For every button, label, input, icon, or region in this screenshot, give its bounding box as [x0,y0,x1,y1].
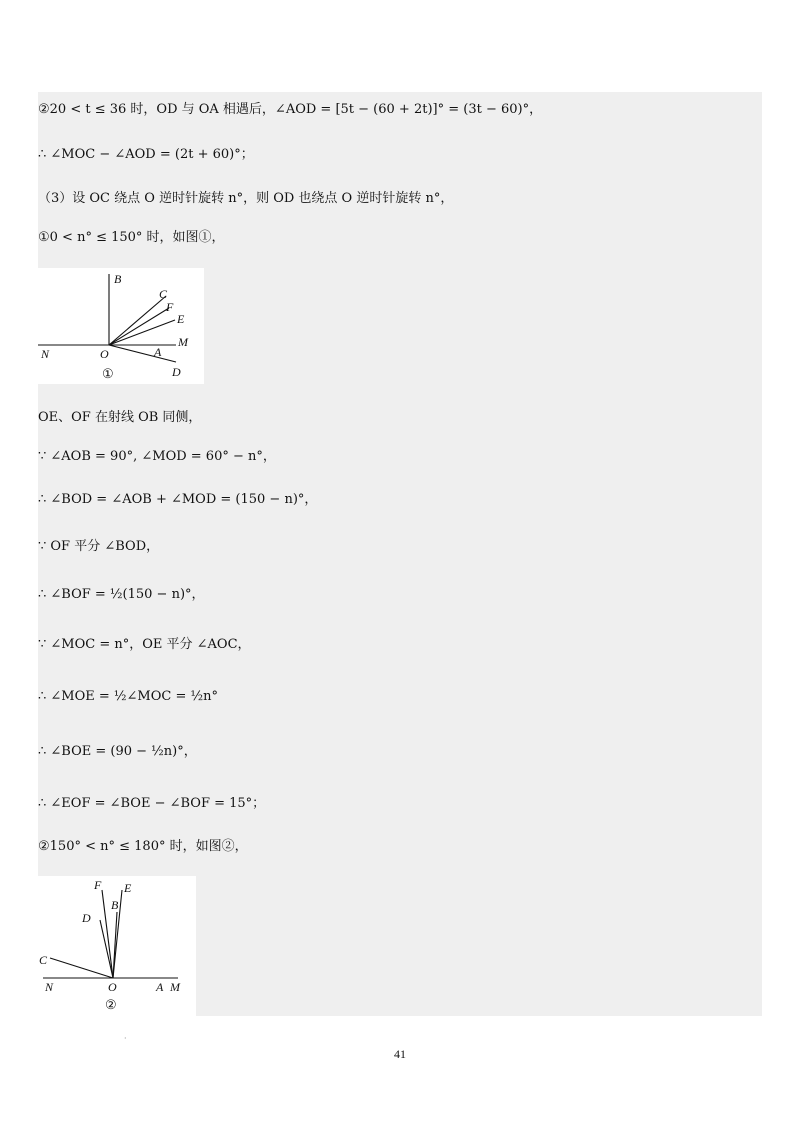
fig2-label-b: B [111,898,119,912]
figure-1 [38,268,204,384]
fig1-label-f: F [166,300,174,314]
solution-line-14: ②150° < n° ≤ 180° 时，如图②， [38,839,248,854]
solution-line-10: ∵ ∠MOC = n°，OE 平分 ∠AOC， [38,637,251,652]
fig1-label-o: O [100,347,109,361]
solution-line-12: ∴ ∠BOE = (90 − ½n)°， [38,744,197,759]
solution-line-8: ∵ OF 平分 ∠BOD， [38,539,160,554]
solution-line-13: ∴ ∠EOF = ∠BOE − ∠BOF = 15°； [38,796,266,811]
fig2-caption: ② [105,997,117,1012]
solution-line-5: OE、OF 在射线 OB 同侧， [38,410,202,425]
fig2-label-n: N [45,980,54,994]
fig1-label-m: M [178,335,188,349]
fig2-label-e: E [124,881,132,895]
solution-line-1: ②20 < t ≤ 36 时，OD 与 OA 相遇后，∠AOD = [5t − (60 + 2t)]° = (3t − 60)°， [38,102,543,117]
solution-line-4: ①0 < n° ≤ 150° 时，如图①， [38,230,225,245]
fig1-label-e: E [177,312,185,326]
stray-mark: · [124,1034,127,1043]
fig1-caption: ① [102,366,114,381]
fig2-label-o: O [108,980,117,994]
solution-line-3: （3）设 OC 绕点 O 逆时针旋转 n°，则 OD 也绕点 O 逆时针旋转 n°， [38,191,454,206]
fig1-label-c: C [159,287,168,301]
fig2-label-d: D [82,911,91,925]
solution-line-2: ∴ ∠MOC − ∠AOD = (2t + 60)°； [38,147,254,162]
fig2-label-f: F [94,878,102,892]
fig2-label-c: C [39,953,48,967]
solution-line-9: ∴ ∠BOF = ½(150 − n)°， [38,587,205,602]
fig1-label-d: D [172,365,181,379]
fig1-label-b: B [114,272,122,286]
page-number: 41 [394,1047,406,1061]
fig2-label-a: A [156,980,164,994]
fig1-label-a: A [154,345,162,359]
solution-line-11: ∴ ∠MOE = ½∠MOC = ½n° [38,689,218,704]
solution-line-6: ∵ ∠AOB = 90°, ∠MOD = 60° − n°， [38,449,276,464]
fig1-label-n: N [41,347,50,361]
solution-line-7: ∴ ∠BOD = ∠AOB + ∠MOD = (150 − n)°， [38,492,318,507]
figure-2 [38,876,196,1016]
fig2-label-m: M [170,980,180,994]
